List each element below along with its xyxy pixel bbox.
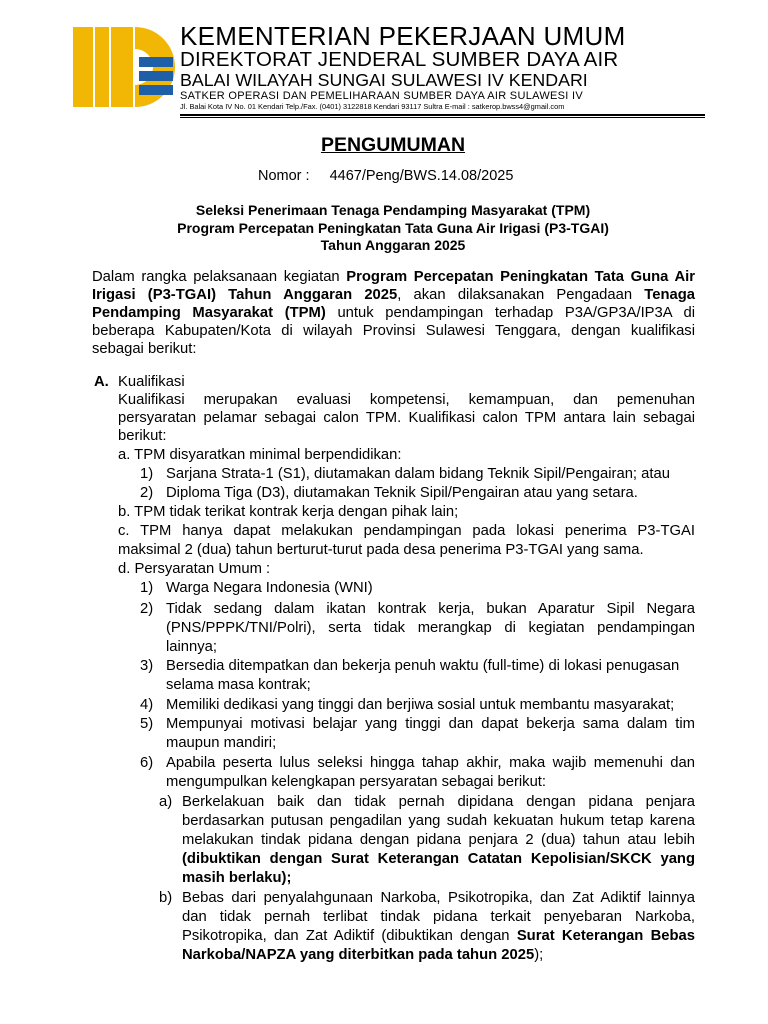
list-number: 6) — [140, 755, 154, 771]
list-item: Mempunyai motivasi belajar yang tinggi dan dapat bekerja sama dalam tim — [166, 716, 695, 732]
sub-list-item-cont: masih berlaku); — [182, 870, 292, 886]
list-item-c-cont: maksimal 2 (dua) tahun berturut-turut pada desa penerima P3-TGAI yang sama. — [118, 542, 644, 558]
list-number: 3) — [140, 658, 154, 674]
letterhead-rule-thin — [180, 117, 705, 118]
sub-list-item-cont: Narkoba/NAPZA yang diterbitkan pada tahun 2025); — [182, 947, 544, 963]
list-item: Tidak sedang dalam ikatan kontrak kerja, bukan Aparatur Sipil Negara — [166, 601, 695, 617]
subtitle-line: Program Percepatan Peningkatan Tata Guna Air Irigasi (P3-TGAI) — [177, 219, 609, 236]
sub-list-item: Berkelakuan baik dan tidak pernah dipidana dengan pidana penjara — [182, 794, 695, 810]
list-item: Memiliki dedikasi yang tinggi dan berjiwa sosial untuk membantu masyarakat; — [166, 697, 675, 713]
list-item-c: c. TPM hanya dapat melakukan pendampingan pada lokasi penerima P3-TGAI — [118, 523, 695, 539]
letterhead-ministry: KEMENTERIAN PEKERJAAN UMUM — [180, 21, 626, 51]
letterhead — [180, 21, 705, 112]
list-item: Warga Negara Indonesia (WNI) — [166, 580, 373, 596]
section-heading: Kualifikasi — [118, 374, 185, 390]
list-number: 5) — [140, 716, 154, 732]
list-item-cont: maupun mandiri; — [166, 735, 277, 751]
sub-list-letter: a) — [159, 794, 173, 810]
body-line: persyaratan pelamar sebagai calon TPM. Kualifikasi calon TPM antara lain sebagai — [118, 410, 695, 426]
intro-line: Dalam rangka pelaksanaan kegiatan Program Percepatan Peningkatan Tata Guna Air — [92, 269, 696, 285]
list-number: 2) — [140, 485, 154, 501]
list-number: 1) — [140, 466, 154, 482]
document-subtitle — [0, 202, 768, 255]
list-number: 2) — [140, 601, 154, 617]
sub-list-item-cont: (dibuktikan dengan Surat Keterangan Catatan Kepolisian/SKCK yang — [182, 851, 695, 867]
list-item-cont: (PNS/PPPK/TNI/Polri), serta tidak merangkap di kegiatan pendampingan — [166, 620, 695, 636]
intro-line: Pendamping Masyarakat (TPM) untuk pendampingan terhadap P3A/GP3A/IP3A di — [92, 305, 695, 321]
list-item-b: b. TPM tidak terikat kontrak kerja dengan pihak lain; — [118, 504, 459, 520]
intro-line: Irigasi (P3-TGAI) Tahun Anggaran 2025, akan dilaksanakan Pengadaan Tenaga — [92, 287, 695, 303]
list-item: Apabila peserta lulus seleksi hingga tahap akhir, maka wajib memenuhi dan — [166, 755, 695, 771]
sub-list-item: Bebas dari penyalahgunaan Narkoba, Psikotropika, dan Zat Adiktif lainnya — [182, 890, 695, 906]
list-item-d: d. Persyaratan Umum : — [118, 561, 271, 577]
body-line: berikut: — [118, 428, 167, 444]
list-item: Diploma Tiga (D3), diutamakan Teknik Sipil/Pengairan atau yang setara. — [166, 485, 638, 501]
section-marker: A. — [94, 374, 109, 390]
letterhead-directorate: DIREKTORAT JENDERAL SUMBER DAYA AIR — [180, 48, 619, 71]
body-line: Kualifikasi merupakan evaluasi kompetensi, kemampuan, dan pemenuhan — [118, 392, 695, 408]
sub-list-item-cont: berdasarkan putusan pengadilan yang sudah kekuatan hukum tetap karena — [182, 813, 695, 829]
sub-list-letter: b) — [159, 890, 173, 906]
sub-list-item-cont: melakukan tindak pidana dengan pidana penjara 2 (dua) tahun atau lebih — [182, 832, 695, 848]
subtitle-line: Seleksi Penerimaan Tenaga Pendamping Masyarakat (TPM) — [195, 202, 591, 218]
letterhead-address: Jl. Balai Kota IV No. 01 Kendari Telp./Fax. (0401) 3122818 Kendari 93117 Sultra E-mail : satkerop.bwss4@gmail.com — [180, 102, 565, 111]
sub-list-item-cont: dan tidak pernah terlibat tindak pidana terkait penyebaran Narkoba, — [182, 909, 695, 925]
intro-line: beberapa Kabupaten/Kota di wilayah Provinsi Sulawesi Tenggara, dengan kualifikasi — [92, 323, 695, 339]
subtitle-line: Tahun Anggaran 2025 — [320, 237, 466, 253]
document-title: PENGUMUMAN — [320, 134, 466, 156]
list-number: 1) — [140, 580, 154, 596]
ministry-logo — [73, 27, 175, 109]
list-item: Bersedia ditempatkan dan bekerja penuh waktu (full-time) di lokasi penugasan — [166, 658, 680, 674]
list-number: 4) — [140, 697, 154, 713]
intro-line: sebagai berikut: — [92, 341, 197, 357]
document-number-label: Nomor : — [258, 168, 310, 184]
list-item-cont: lainnya; — [166, 639, 218, 655]
sub-list-item-cont: Psikotropika, dan Zat Adiktif (dibuktikan dengan Surat Keterangan Bebas — [182, 928, 695, 944]
letterhead-satker: SATKER OPERASI DAN PEMELIHARAAN SUMBER DAYA AIR SULAWESI IV — [180, 90, 584, 102]
document-number-value: 4467/Peng/BWS.14.08/2025 — [329, 168, 514, 184]
document-number — [258, 168, 513, 184]
list-item-a: a. TPM disyaratkan minimal berpendidikan: — [118, 447, 402, 463]
list-item: Sarjana Strata-1 (S1), diutamakan dalam bidang Teknik Sipil/Pengairan; atau — [166, 466, 670, 482]
list-item-cont: mengumpulkan kelengkapan persyaratan sebagai berikut: — [166, 774, 547, 790]
list-item-cont: selama masa kontrak; — [166, 677, 311, 693]
letterhead-rule — [180, 114, 705, 116]
letterhead-balai: BALAI WILAYAH SUNGAI SULAWESI IV KENDARI — [180, 70, 588, 90]
